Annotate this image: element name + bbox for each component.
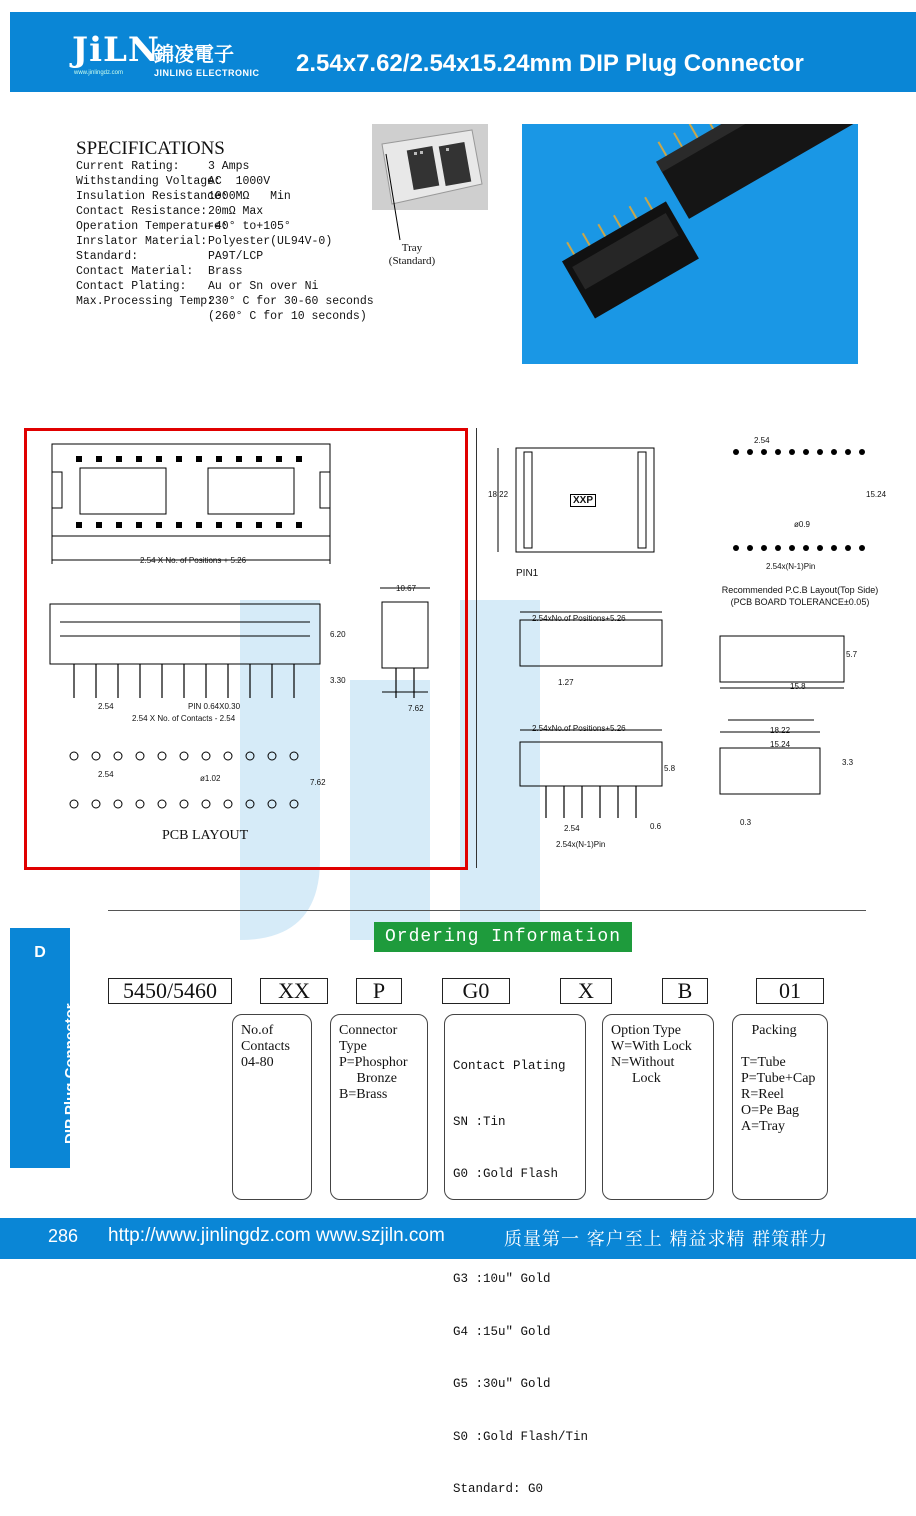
dim-left-8: 7.62 [408,704,424,713]
spec-value: Au or Sn over Ni [208,280,319,293]
dim-left-10: ø1.02 [200,774,221,783]
product-photo [522,124,858,364]
tray-label-sub: (Standard) [388,255,436,267]
spec-value: AC 1000V [208,175,271,188]
dim-left-1: 2.54 X No. of Positions + 5.26 [140,556,247,565]
side-tab-text: DIP Plug Connector [62,1003,79,1144]
dim-right-11: 5.8 [664,764,676,773]
dim-right-14: 2.54x(N-1)Pin [556,840,606,849]
spec-key: Contact Resistance: [76,205,208,218]
spec-row [76,295,374,310]
dim-right-18: 0.3 [740,818,752,827]
code-plating: G0 [442,978,510,1004]
spec-row [76,205,263,220]
dim-right-12: 2.54 [564,824,580,833]
code-packing: 01 [756,978,824,1004]
dim-right-13: 0.6 [650,822,662,831]
brand-name-cn: 錦凌電子 [154,42,234,66]
code-series: 5450/5460 [108,978,232,1004]
pcb-tolerance: (PCB BOARD TOLERANCE±0.05) [730,597,870,607]
pcb-layout-label: PCB LAYOUT [162,828,249,843]
spec-value: (260° C for 10 seconds) [208,310,367,323]
spec-value: PA9T/LCP [208,250,264,263]
recommended-pcb-note [716,584,884,608]
plating-item: G3 :10u" Gold [453,1272,551,1286]
dim-right-10: 2.54xNo.of Positions+5.26 [532,724,626,733]
spec-value: 1000MΩ Min [208,190,291,203]
spec-key: Inrslator Material: [76,235,208,248]
footer-url[interactable]: http://www.jinlingdz.com www.szjiln.com [108,1225,445,1246]
dim-right-9: 15.8 [790,682,806,691]
code-type: P [356,978,402,1004]
dim-left-6: PIN 0.64X0.30 [188,702,241,711]
dim-left-5: 2.54 [98,702,114,711]
tray-label [372,242,452,268]
spec-key: Operation Temperature: [76,220,228,233]
spec-key: Standard: [76,250,139,263]
code-contacts: XX [260,978,328,1004]
dim-right-6: 2.54xNo.of Positions+5.26 [532,614,626,623]
dim-right-17: 3.3 [842,758,854,767]
dim-left-9: 2.54 [98,770,114,779]
spec-row [76,280,318,295]
section-divider [108,910,866,911]
recommended-pcb-title: Recommended P.C.B Layout(Top Side) [721,585,879,595]
dim-right-3: 15.24 [866,490,887,499]
dim-right-16: 15.24 [770,740,791,749]
spec-heading: SPECIFICATIONS [76,138,225,159]
spec-key: Insulation Resistance: [76,190,228,203]
spec-row [76,310,367,325]
spec-value: -40° to+105° [208,220,291,233]
spec-row [76,160,249,175]
spec-key: Withstanding Voltage: [76,175,221,188]
technical-drawing-left [30,436,460,836]
plating-item: G0 :Gold Flash [453,1167,559,1181]
dim-right-2: 2.54 [754,436,770,445]
packing-box: Packing T=Tube P=Tube+Cap R=Reel O=Pe Bag A=Tray [732,1014,828,1200]
plating-standard: Standard: G0 [453,1482,544,1496]
pin1-label: PIN1 [516,568,539,579]
dim-left-3: 6.20 [330,630,346,639]
contacts-option-box: No.of Contacts 04-80 [232,1014,312,1200]
page-number: 286 [48,1226,79,1246]
spec-row [76,265,243,280]
dim-right-1: 18.22 [488,490,509,499]
spec-value: Polyester(UL94V-0) [208,235,333,248]
spec-key: Contact Plating: [76,280,187,293]
spec-row [76,250,263,265]
dim-right-5: 2.54x(N-1)Pin [766,562,816,571]
connector-type-box: Connector Type P=Phosphor Bronze B=Brass [330,1014,428,1200]
side-tab-label [10,968,79,1158]
dim-right-4: ø0.9 [794,520,811,529]
plating-item: S0 :Gold Flash/Tin [453,1429,589,1444]
spec-value: 3 Amps [208,160,250,173]
spec-value: Brass [208,265,243,278]
side-tab-letter: D [34,944,46,961]
spec-value: 20mΩ Max [208,205,264,218]
page-title: 2.54x7.62/2.54x15.24mm DIP Plug Connector [296,50,804,77]
technical-drawing-right [484,430,904,860]
plating-item: G4 :15u" Gold [453,1324,551,1339]
plating-item: SN :Tin [453,1114,506,1129]
contact-plating-box [444,1014,589,1496]
spec-value: 230° C for 30-60 seconds [208,295,374,308]
code-color: B [662,978,708,1004]
dim-right-8: 1.27 [558,678,574,687]
dim-left-11: 7.62 [310,778,326,787]
tray-label-title: Tray [401,242,423,254]
dim-left-2: 10.67 [396,584,417,593]
dim-right-15: 18.22 [770,726,791,735]
dim-left-4: 3.30 [330,676,346,685]
spec-key: Max.Processing Temp: [76,295,215,308]
brand-url: www.jinlingdz.com [74,70,124,76]
spec-key: Current Rating: [76,160,180,173]
spec-row [76,190,291,205]
xxp-marking: XXP [570,494,596,507]
spec-row [76,220,291,235]
option-type-box: Option Type W=With Lock N=Without Lock [602,1014,714,1200]
dim-right-7: 5.7 [846,650,858,659]
brand-logo: JiLN [72,30,160,70]
spec-row [76,175,270,190]
tray-leader-line [380,150,420,242]
vertical-divider [476,428,477,868]
brand-name-en: JINLING ELECTRONIC [154,68,260,78]
spec-key: Contact Material: [76,265,194,278]
plating-item: G5 :30u" Gold [453,1377,551,1391]
code-option: X [560,978,612,1004]
ordering-title: Ordering Information [374,922,632,952]
plating-title: Contact Plating [453,1059,566,1073]
spec-row [76,235,332,250]
dim-left-7: 2.54 X No. of Contacts - 2.54 [132,714,236,723]
footer-slogan: 质量第一 客户至上 精益求精 群策群力 [504,1229,829,1250]
